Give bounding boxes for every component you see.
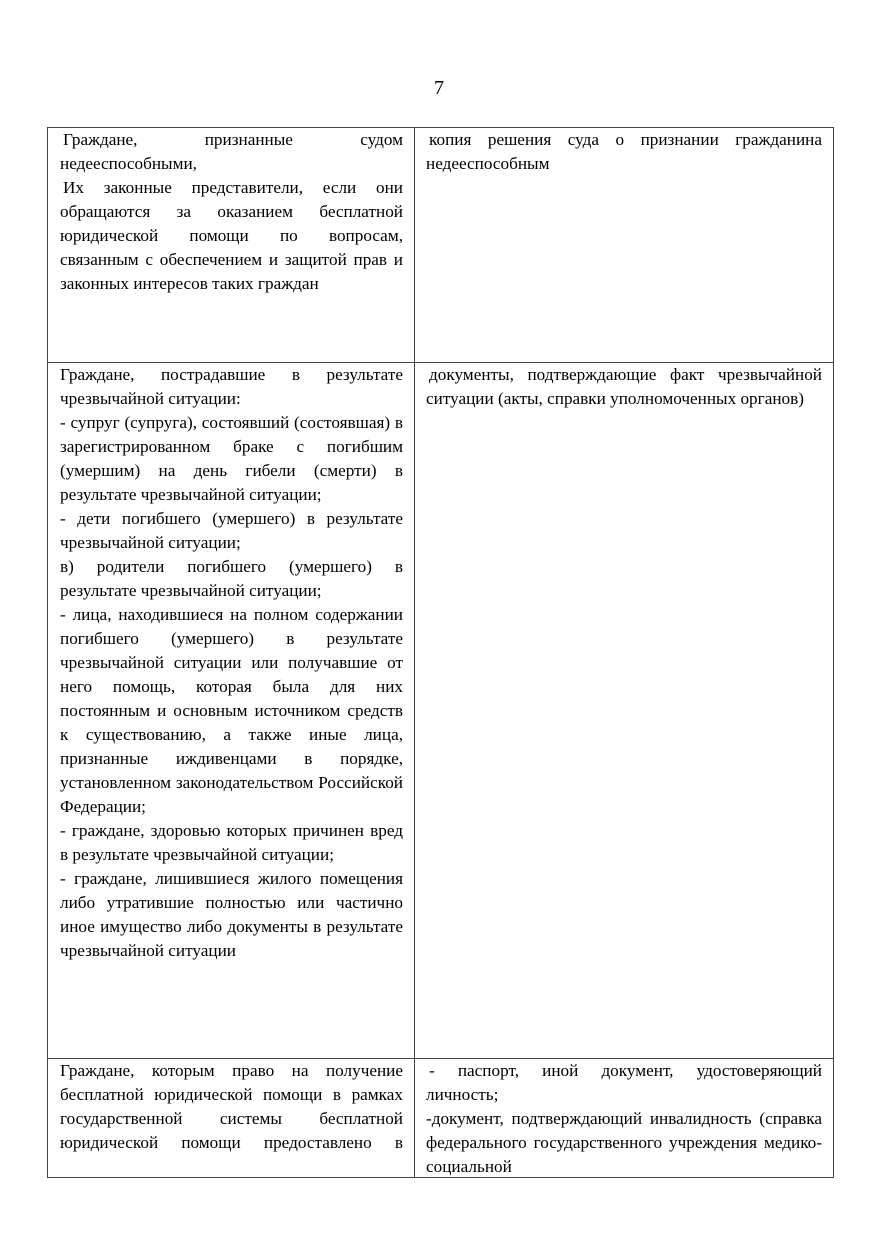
documents-cell <box>415 363 834 1059</box>
cell-paragraph: - супруг (супруга), состоявший (состоявшая) в зарегистрированном браке с погибшим (умершим) на день гибели (смерти) в результате чрезвычайной ситуации; <box>60 413 403 504</box>
table-row <box>48 1059 834 1178</box>
cell-paragraph: Граждане, которым право на получение бесплатной юридической помощи в рамках государственной системы бесплатной юридической помощи предоставлено в <box>60 1061 403 1152</box>
table-row <box>48 363 834 1059</box>
cell-paragraph: - граждане, лишившиеся жилого помещения либо утратившие полностью или частично иное имущество либо документы в результате чрезвычайной ситуации <box>60 869 403 960</box>
table-row <box>48 128 834 363</box>
cell-paragraph: Их законные представители, если они обращаются за оказанием бесплатной юридической помощи по вопросам, связанным с обеспечением и защитой прав и законных интересов таких граждан <box>60 178 403 293</box>
document-table <box>47 127 834 1178</box>
cell-paragraph: Граждане, признанные судом недееспособными, <box>60 130 403 173</box>
cell-paragraph: копия решения суда о признании гражданина недееспособным <box>426 130 822 173</box>
cell-paragraph: -документ, подтверждающий инвалидность (справка федерального государственного учреждения медико-социальной <box>426 1109 822 1176</box>
category-cell <box>48 128 415 363</box>
page-number: 7 <box>434 77 444 99</box>
cell-paragraph: - дети погибшего (умершего) в результате чрезвычайной ситуации; <box>60 509 403 552</box>
category-cell <box>48 1059 415 1178</box>
documents-cell <box>415 128 834 363</box>
cell-paragraph: - граждане, здоровью которых причинен вред в результате чрезвычайной ситуации; <box>60 821 403 864</box>
cell-paragraph: документы, подтверждающие факт чрезвычайной ситуации (акты, справки уполномоченных органов) <box>426 365 822 408</box>
cell-paragraph: - паспорт, иной документ, удостоверяющий личность; <box>426 1061 822 1104</box>
documents-cell <box>415 1059 834 1178</box>
cell-paragraph: - лица, находившиеся на полном содержании погибшего (умершего) в результате чрезвычайной ситуации или получавшие от него помощь, которая была для них постоянным и основным источником средств к существованию, а также иные лица, признанные иждивенцами в порядке, установленном законодательством Российской Федерации; <box>60 605 403 816</box>
cell-paragraph: в) родители погибшего (умершего) в результате чрезвычайной ситуации; <box>60 557 403 600</box>
cell-paragraph: Граждане, пострадавшие в результате чрезвычайной ситуации: <box>60 365 403 408</box>
category-cell <box>48 363 415 1059</box>
